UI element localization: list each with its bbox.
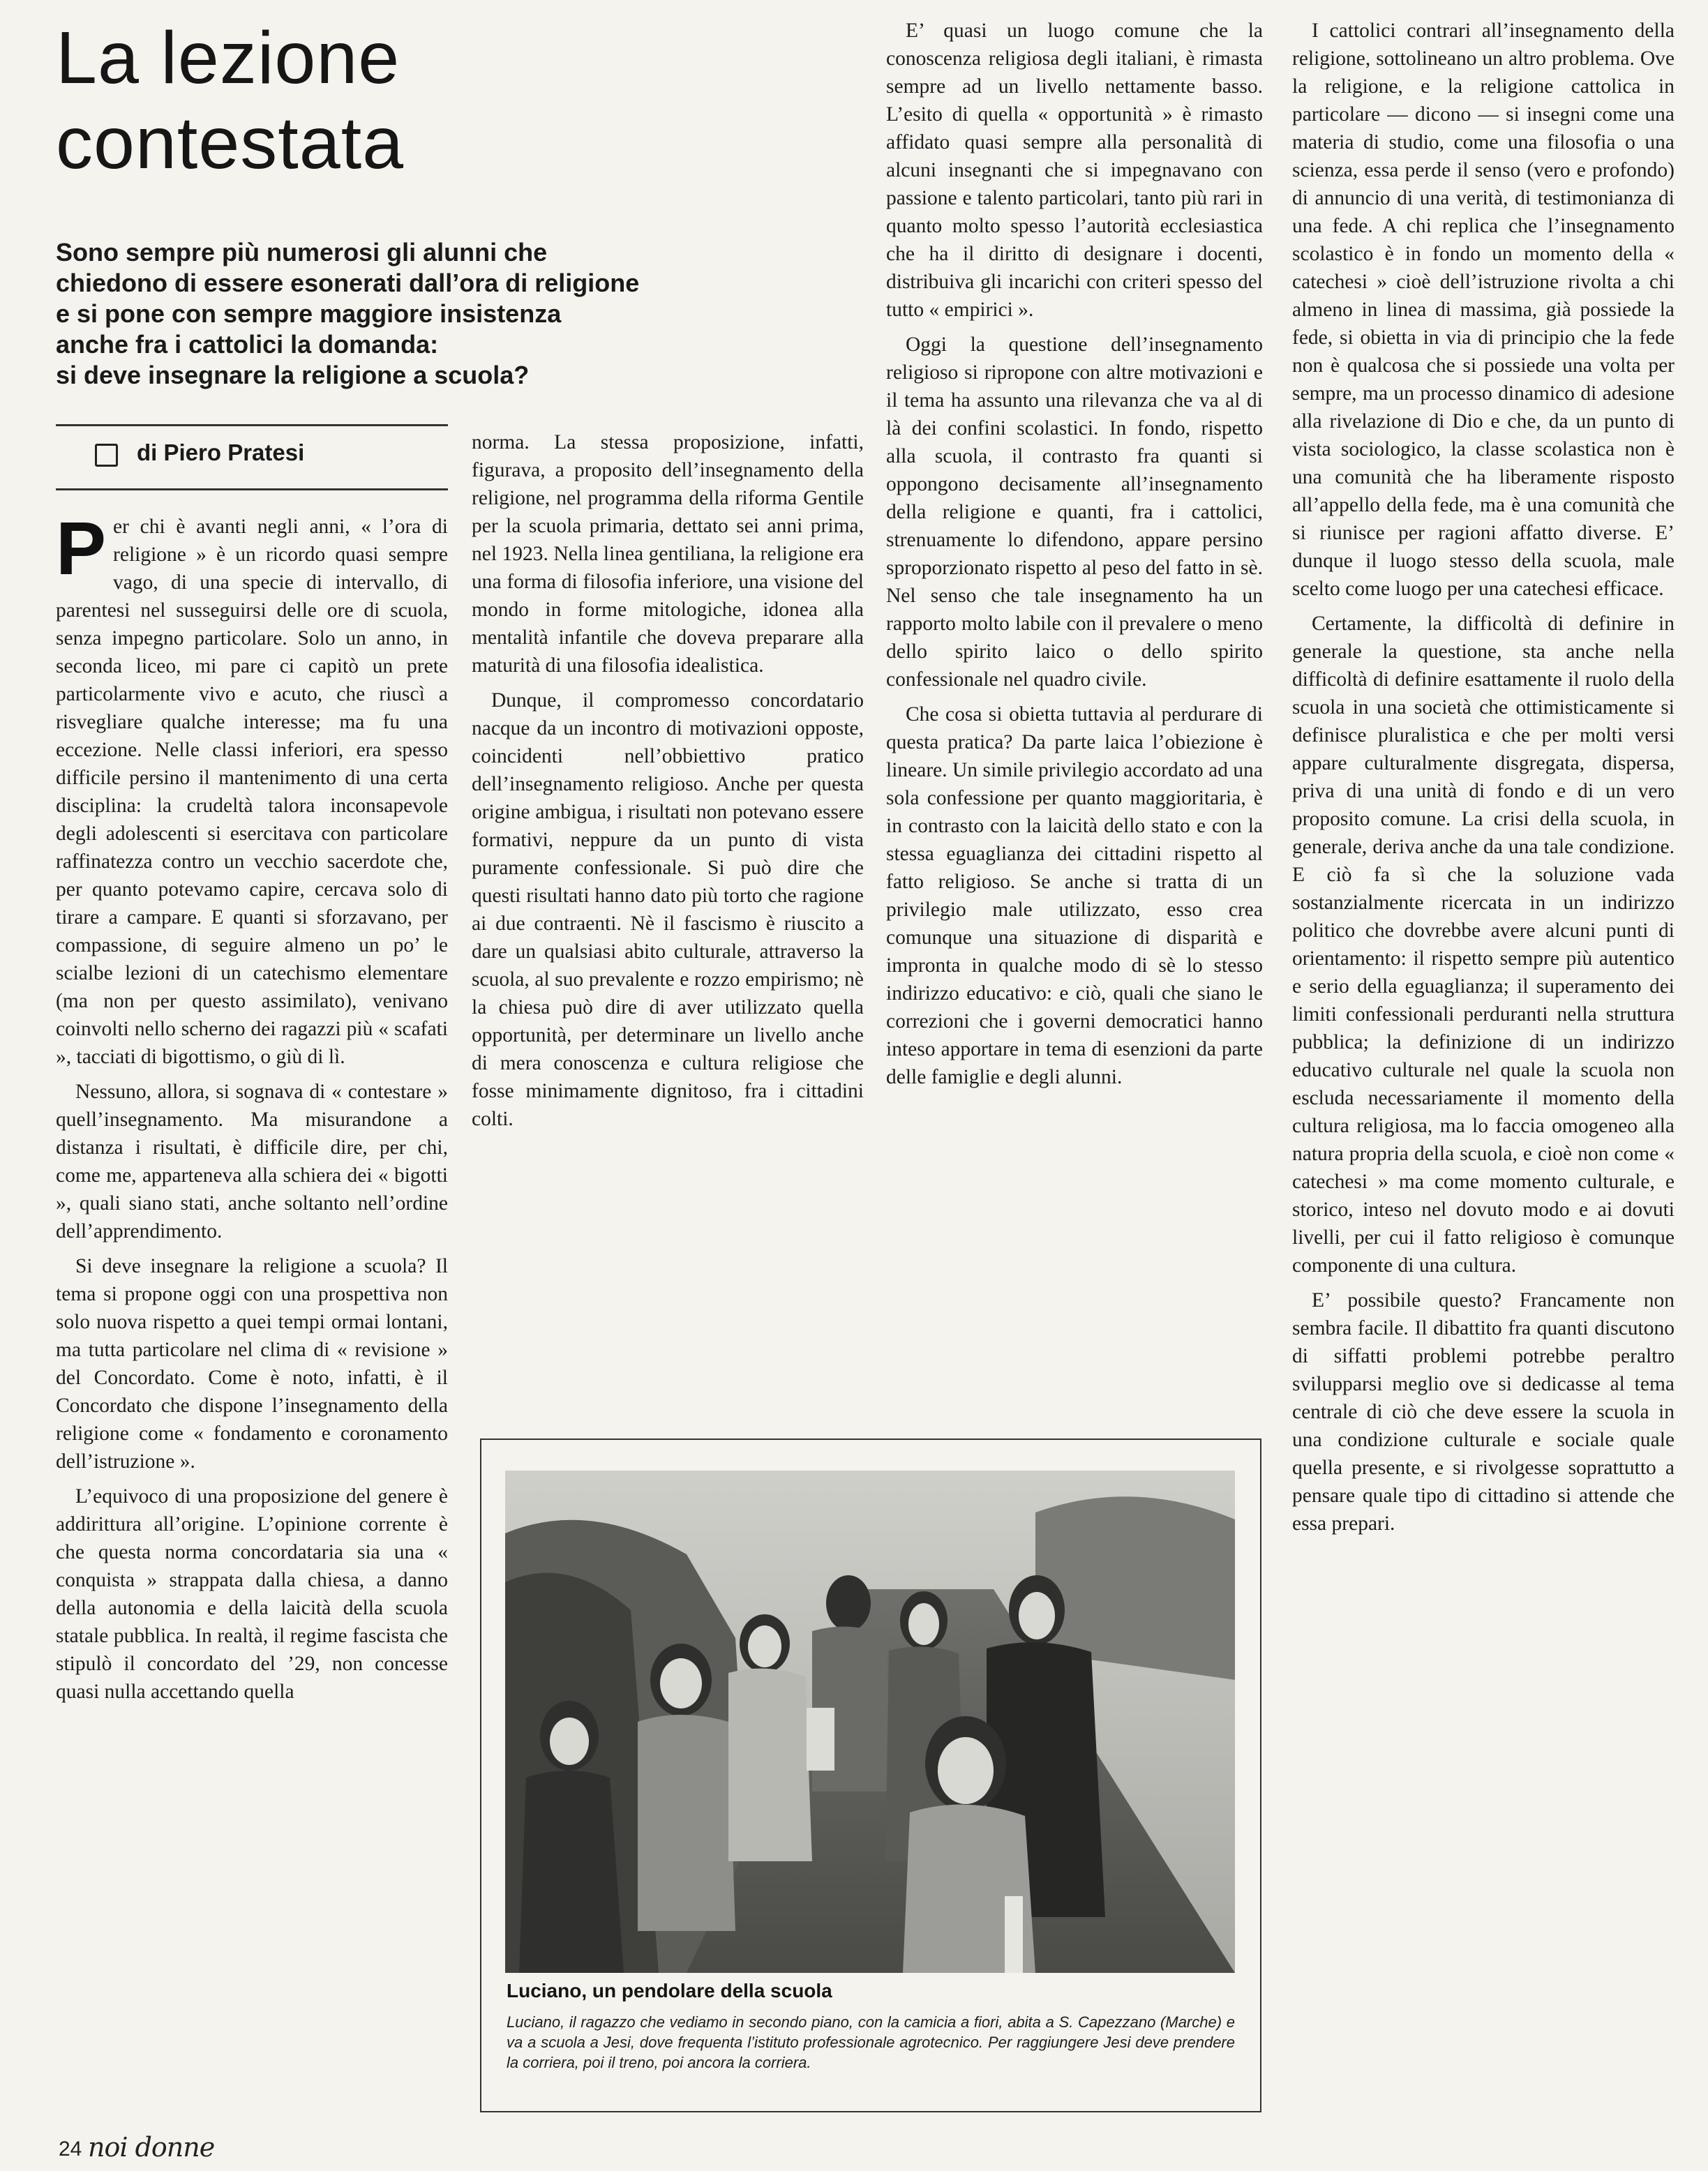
subtitle-line: chiedono di essere esonerati dall’ora di religione: [56, 269, 640, 297]
drop-cap: P: [56, 506, 107, 590]
photo-caption-text: Luciano, il ragazzo che vediamo in secondo piano, con la camicia a fiori, abita a S. Capezzano (Marche) e va a scuola a Jesi, dove frequenta l’istituto professionale agrotecnico. Per raggiungere Jesi deve prendere la corriera, poi il treno, poi ancora la corriera.: [507, 2013, 1235, 2071]
paragraph: Nessuno, allora, si sognava di « contestare » quell’insegnamento. Ma misurandone a distanza i risultati, è difficile dire, per chi, come me, apparteneva alla schiera dei « bigotti », quali siano stati, anche soltanto nell’ordine dell’apprendimento.: [56, 1081, 448, 1242]
paragraph: E’ quasi un luogo comune che la conoscenza religiosa degli italiani, è rimasta sempre ad un livello nettamente basso. L’esito di quella « opportunità » è rimasto affidato quasi sempre alla personalità di alcuni insegnanti che si impegnavano con passione e talento particolari, tanto più rari in quanto molto spesso l’autorità ecclesiastica che ha il diritto di designare i docenti, distribuiva gli incarichi con criteri spesso del tutto « empirici ».: [886, 20, 1263, 321]
magazine-logo: noi donne: [88, 2132, 215, 2163]
title-line-1: La lezione: [56, 17, 400, 99]
paragraph: Certamente, la difficoltà di definire in generale la questione, sta anche nella difficoltà di definire esattamente il ruolo della scuola in una società che ottimisticamente si definisce pluralistica e che per molti versi appare culturalmente disgregata, dispersa, priva di una unità di fondo e di un vero proposito comune. La crisi della scuola, in generale, deriva anche da una tale condizione. E ciò fa sì che la soluzione vada sostanzialmente ricercata in un indirizzo politico che dovrebbe avere alcuni punti di orientamento: il rispetto sempre più autentico e serio della eguaglianza; il superamento dei limiti confessionali perduranti nella struttura pubblica; la definizione di un indirizzo educativo culturale nel quale la scuola non escluda necessariamente il momento della cultura religiosa, ma lo faccia omogeneo alla natura propria della scuola, e cioè non come « catechesi » ma come momento culturale, e storico, inteso nel dovuto modo e ai dovuti livelli, per cui il fatto religioso è comunque componente di una cultura.: [1292, 613, 1675, 1277]
article-column-1: [56, 506, 448, 1706]
paragraph: E’ possibile questo? Francamente non sembra facile. Il dibattito fra quanti discutono di siffatti problemi potrebbe peraltro svilupparsi meglio ove si dedicasse al tema centrale di ciò che deve essere la scuola in una condizione culturale e sociale quale quella presente, e si rivolgesse soprattutto a pensare quale tipo di cittadino si attende che essa prepari.: [1292, 1289, 1675, 1535]
byline-rule-bottom: [56, 488, 448, 490]
paragraph: Dunque, il compromesso concordatario nacque da un incontro di motivazioni opposte, coincidenti nell’obbiettivo pratico dell’insegnamento religioso. Anche per questa origine ambigua, i risultati non potevano essere formativi, neppure da un punto di vista puramente confessionale. Si può dire che questi risultati hanno dato più torto che ragione ai due contraenti. Nè il fascismo è riuscito a dare un qualsiasi abito culturale, attraverso la scuola, al suo prevalente e rozzo empirismo; nè la chiesa può dire di aver utilizzato quella opportunità, per determinare un livello anche di mera conoscenza e cultura religiose che fosse minimamente dignitoso, fra i cittadini colti.: [472, 689, 864, 1130]
article-column-4: [1292, 17, 1675, 1538]
photo-illustration: [505, 1471, 1235, 1973]
paragraph: L’equivoco di una proposizione del genere è addirittura all’origine. L’opinione corrente è che questa norma concordataria sia una « conquista » strappata dalla chiesa, a danno della autonomia e della laicità della scuola statale pubblica. In realtà, il regime fascista che stipulò il concordato del ’29, non concesse quasi nulla accettando quella: [56, 1485, 448, 1703]
article-title: [56, 15, 530, 186]
paragraph: I cattolici contrari all’insegnamento della religione, sottolineano un altro problema. Ove la religione, e la religione cattolica in particolare — dicono — si insegni come una materia di studio, come una filosofia o una scienza, essa perde il senso (vero e profondo) di annuncio di una verità, di testimonianza di una fede. A chi replica che l’insegnamento scolastico è in fondo un momento della « catechesi » cioè dell’istruzione rivolta a chi almeno in linea di massima, già possiede la fede, si obietta in via di principio che la fede non è qualcosa che si possiede una volta per sempre, ma un processo dinamico di adesione alla rivelazione di Dio e che, da un punto di vista sociologico, la classe scolastica non è una comunità che ha liberamente risposto all’appello della fede, ma è una comunità che si riunisce per ragioni affatto diverse. E’ dunque il luogo stesso della scuola, male scelto come luogo per una catechesi efficace.: [1292, 20, 1675, 600]
article-column-2: [472, 428, 864, 1133]
square-bullet-icon: [95, 444, 118, 467]
byline: di Piero Pratesi: [137, 440, 305, 465]
title-line-2: contestata: [56, 102, 405, 184]
paragraph: Oggi la questione dell’insegnamento religioso si ripropone con altre motivazioni e il tema ha assunto una rilevanza che va al di là dei confini scolastici. In fondo, rispetto alla scuola, il contrasto fra quanti si oppongono decisamente all’insegnamento della religione e quanti, fra i cattolici, strenuamente lo difendono, appare persino sproporzionato rispetto al peso del fatto in sè. Nel senso che tale insegnamento ha un rapporto molto labile con il prevalere o meno dello spirito laico o dello spirito confessionale nel quadro civile.: [886, 333, 1263, 691]
byline-rule-top: [56, 424, 448, 426]
students-walking-photo: [505, 1471, 1235, 1973]
article-column-3: [886, 17, 1263, 1091]
subtitle-line: anche fra i cattolici la domanda:: [56, 330, 439, 359]
paragraph-text: er chi è avanti negli anni, « l’ora di religione » è un ricordo quasi sempre vago, di una specie di intervallo, di parentesi nel susseguirsi delle ore di scuola, senza impegno particolare. Solo un anno, in seconda liceo, mi pare ci capitò un prete particolarmente vivo e acuto, che riuscì a risvegliare qualche interesse; ma fu una eccezione. Nelle classi inferiori, era spesso difficile persino il mantenimento di una certa disciplina: la crudeltà talora inconsapevole degli adolescenti si esercitava con particolare raffinatezza contro un vecchio sacerdote che, per quanto potevamo capire, cercava solo di tirare a campare. E quanti si sforzavano, per compassione, di seguire almeno un po’ le scialbe lezioni di un catechismo elementare (ma non per questo assimilato), venivano coinvolti nello scherno dei ragazzi più « scafati », tacciati di bigottismo, o giù di lì.: [56, 516, 448, 1068]
article-subtitle: [56, 237, 754, 391]
photo-caption-title: Luciano, un pendolare della scuola: [507, 1980, 832, 2001]
subtitle-line: e si pone con sempre maggiore insistenza: [56, 299, 562, 328]
paragraph: norma. La stessa proposizione, infatti, figurava, a proposito dell’insegnamento della religione, nel programma della riforma Gentile per la scuola primaria, dettato sei anni prima, nel 1923. Nella linea gentiliana, la religione era una forma di filosofia inferiore, una visione del mondo in forme mitologiche, idonea alla mentalità infantile che doveva preparare alla maturità di una filosofia idealistica.: [472, 431, 864, 677]
page-number: 24: [59, 2138, 82, 2161]
paragraph: Si deve insegnare la religione a scuola? Il tema si propone oggi con una prospettiva non solo nuova rispetto a quei tempi ormai lontani, ma tutta particolare nel clima di « revisione » del Concordato. Come è noto, infatti, è il Concordato che dispone l’insegnamento della religione come « fondamento e coronamento dell’istruzione ».: [56, 1255, 448, 1473]
subtitle-line: si deve insegnare la religione a scuola?: [56, 361, 530, 389]
paragraph: Che cosa si obietta tuttavia al perdurare di questa pratica? Da parte laica l’obiezione è lineare. Un simile privilegio accordato ad una sola confessione per quanto maggioritaria, è in contrasto con la laicità dello stato e con la stessa eguaglianza dei cittadini rispetto al fatto religioso. Se anche si tratta di un privilegio male utilizzato, esso crea comunque una situazione di disparità e impronta in qualche modo di sè lo stesso indirizzo educativo: e ciò, quali che siano le correzioni che i governi democratici hanno inteso apportare in tema di esenzioni da parte delle famiglie e degli alunni.: [886, 703, 1263, 1088]
subtitle-line: Sono sempre più numerosi gli alunni che: [56, 238, 548, 266]
paragraph: [56, 506, 448, 1071]
